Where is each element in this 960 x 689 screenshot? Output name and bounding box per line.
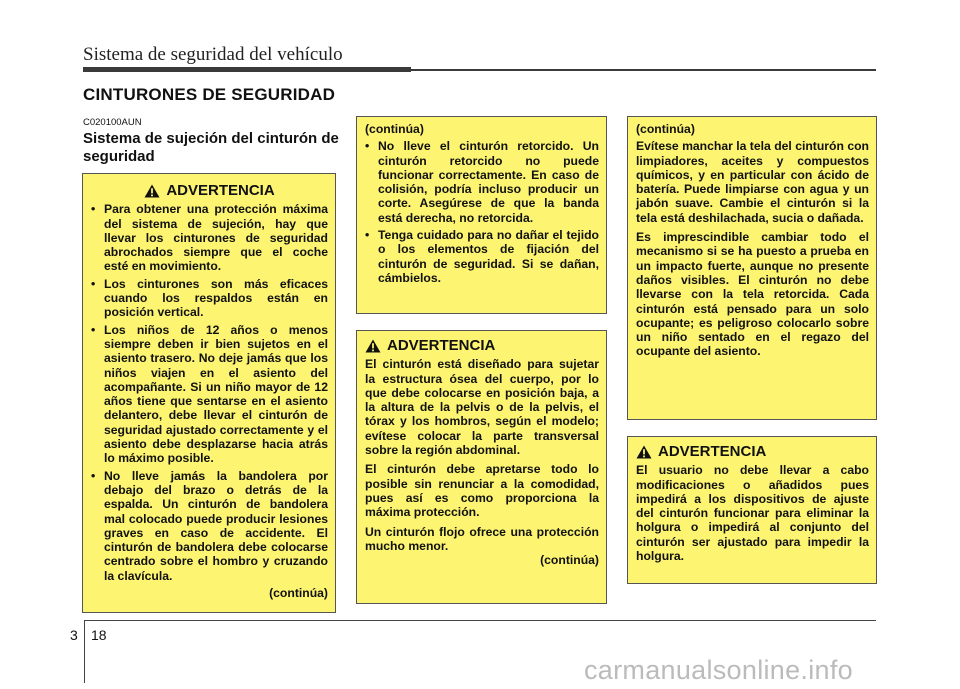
paragraph: El cinturón debe apretarse todo lo posible sin renunciar a la comodidad, pues así es como proporciona la máxima protección.	[365, 462, 599, 520]
header-rule-thick	[83, 67, 411, 72]
continues-label: (continúa)	[269, 586, 328, 601]
warning-heading-text: ADVERTENCIA	[387, 337, 496, 354]
warning-heading	[365, 339, 599, 353]
list-item: • Los cinturones son más eficaces cuando los respaldos están en posición vertical.	[91, 277, 328, 320]
paragraph: El usuario no debe llevar a cabo modificaciones o añadidos pues impedirá a los dispositivos de ajuste del cinturón funcionar para eliminar la holgura o impedirá al conjunto del cinturón ser ajustado para impedir la holgura.	[636, 463, 869, 564]
continued-box-2-content	[365, 122, 599, 285]
warning-heading-text: ADVERTENCIA	[166, 182, 275, 199]
continues-label: (continúa)	[540, 553, 599, 568]
section-title: CINTURONES DE SEGURIDAD	[83, 85, 336, 104]
footer-rule	[84, 620, 876, 621]
watermark: carmanualsonline.info	[584, 655, 853, 685]
warning-box-5	[627, 436, 877, 584]
continued-box-2	[356, 116, 607, 314]
list-item: • Tenga cuidado para no dañar el tejido o los elementos de fijación del cinturón de seguridad. Si se dañan, cámbielos.	[365, 228, 599, 285]
list-item: • Para obtener una protección máxima del sistema de sujeción, hay que llevar los cinturones de seguridad abrochados siempre que el coche esté en movimiento.	[91, 202, 328, 273]
paragraph: El cinturón está diseñado para sujetar la estructura ósea del cuerpo, por lo que debe colocarse en posición baja, a la altura de la pelvis o de la pelvis, el tórax y los hombros, según el modelo; evítese colocar la parte transversal sobre la región abdominal.	[365, 357, 599, 458]
paragraph: Es imprescindible cambiar todo el mecanismo si se ha puesto a prueba en un impacto fuerte, aunque no presente daños visibles. El cinturón no debe llevarse con la tela retorcida. Cada cinturón está pensado para un solo ocupante; es peligroso colocarlo sobre un niño sentado en el regazo del ocupante del asiento.	[636, 230, 869, 359]
continued-label: (continúa)	[636, 122, 695, 136]
warning-triangle-icon	[636, 445, 652, 459]
warning-triangle-icon	[144, 184, 160, 198]
warning-box-3-content	[365, 339, 599, 567]
list-item: • No lleve el cinturón retorcido. Un cinturón retorcido no puede funcionar correctamente. En caso de colisión, podría incluso producir un corte. Asegúrese de que la banda está derecha, no retorcida.	[365, 139, 599, 225]
header-title: Sistema de seguridad del vehículo	[83, 44, 343, 65]
footer-divider	[84, 620, 85, 683]
continued-box-4	[627, 116, 877, 420]
header-rule-thin	[411, 69, 876, 71]
warning-list	[91, 202, 328, 583]
continued-label: (continúa)	[365, 122, 424, 136]
warning-heading-text: ADVERTENCIA	[658, 443, 767, 460]
list-item: • Los niños de 12 años o menos siempre deben ir bien sujetos en el asiento trasero. No deje jamás que los niños viajen en el asiento del acompañante. Si un niño mayor de 12 años tiene que sentarse en el asiento delantero, debe llevar el cinturón de seguridad ajustado correctamente y el asiento debe desplazarse hacia atrás lo máximo posible.	[91, 323, 328, 466]
warning-heading	[91, 184, 328, 198]
warning-box-3	[356, 330, 607, 604]
page-number: 18	[91, 627, 107, 643]
warning-box-5-content	[636, 445, 869, 563]
bullet-list	[365, 139, 599, 285]
warning-box-1-content	[91, 184, 328, 600]
list-item: • No lleve jamás la bandolera por debajo del brazo o detrás de la espalda. Un cinturón de bandolera mal colocado puede producir lesiones graves en caso de accidente. El cinturón de bandolera debe colocarse centrado sobre el hombro y cruzando la clavícula.	[91, 469, 328, 583]
warning-heading	[636, 445, 869, 459]
warning-box-1	[82, 173, 336, 613]
section-code: C020100AUN	[83, 117, 142, 128]
continued-box-4-content	[636, 122, 869, 359]
chapter-number: 3	[70, 627, 78, 643]
paragraph: Un cinturón flojo ofrece una protección mucho menor.	[365, 524, 599, 553]
paragraph: Evítese manchar la tela del cinturón con limpiadores, aceites y compuestos químicos, y en particular con ácido de batería. Puede limpiarse con agua y un jabón suave. Cambie el cinturón si la tela está deshilachada, sucia o dañada.	[636, 139, 869, 225]
warning-triangle-icon	[365, 339, 381, 353]
section-subheading: Sistema de sujeción del cinturón de seguridad	[83, 130, 339, 165]
